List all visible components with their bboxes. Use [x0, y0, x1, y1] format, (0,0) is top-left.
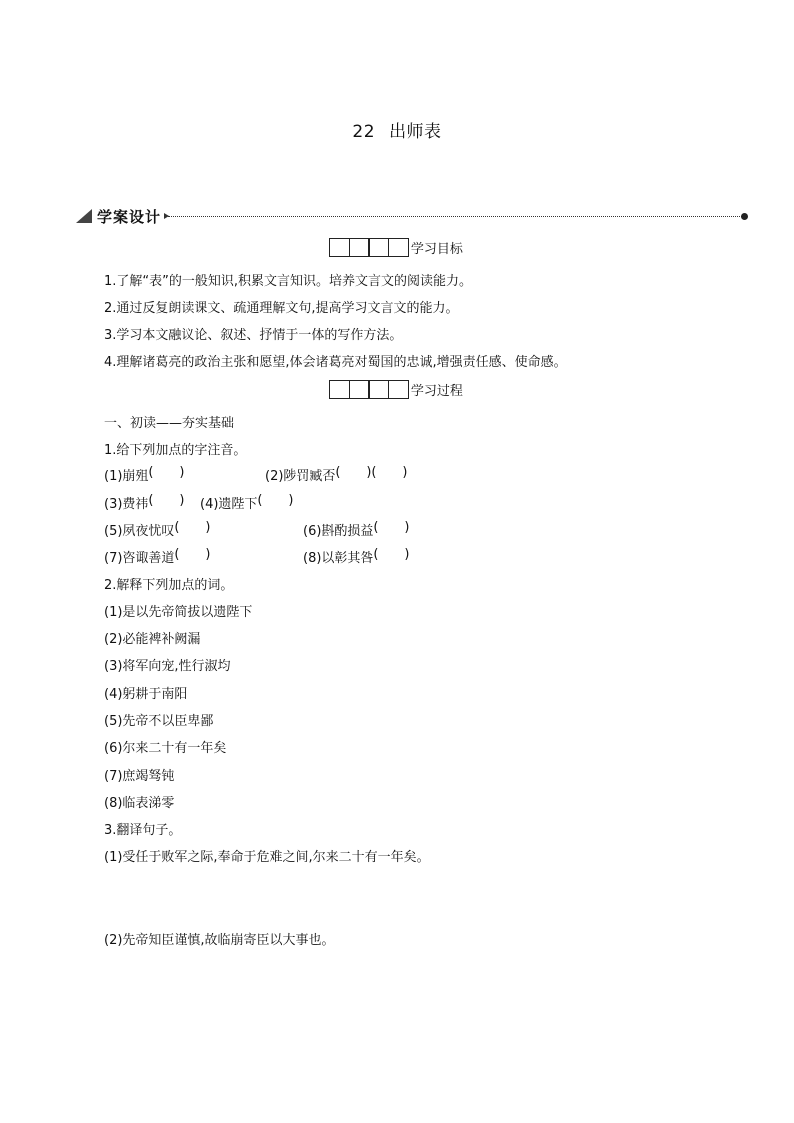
question-prompt: 1.给下列加点的字注音。 — [104, 443, 247, 458]
word-item: (4)躬耕于南阳 — [104, 687, 188, 702]
word-item: (5)先帝不以臣卑鄙 — [104, 714, 214, 729]
pinyin-item: (5)夙夜忧叹 — [104, 524, 175, 539]
word-item: (2)必能裨补阙漏 — [104, 632, 201, 647]
question-prompt: 2.解释下列加点的词。 — [104, 578, 234, 593]
answer-blank[interactable] — [257, 493, 293, 508]
translation-item: (2)先帝知臣谨慎,故临崩寄臣以大事也。 — [104, 933, 335, 948]
goal-item: 4.理解诸葛亮的政治主张和愿望,体会诸葛亮对蜀国的忠诚,增强责任感、使命感。 — [104, 355, 567, 370]
goal-item: 2.通过反复朗读课文、疏通理解文句,提高学习文言文的能力。 — [104, 301, 459, 316]
dotted-divider — [168, 216, 742, 217]
answer-blank[interactable] — [174, 520, 210, 535]
question-prompt: 3.翻译句子。 — [104, 823, 182, 838]
heading-boxes-icon — [329, 238, 408, 257]
lesson-title: 出师表 — [389, 122, 442, 142]
divider-end-dot-icon — [741, 213, 748, 220]
pinyin-item: (7)咨诹善道 — [104, 551, 175, 566]
pinyin-item: (3)费祎 — [104, 497, 149, 512]
translation-item: (1)受任于败军之际,奉命于危难之间,尔来二十有一年矣。 — [104, 850, 430, 865]
heading-boxes-icon — [329, 380, 408, 399]
process-heading-label: 学习过程 — [410, 384, 463, 399]
word-item: (7)庶竭驽钝 — [104, 769, 175, 784]
answer-blank[interactable] — [373, 547, 409, 562]
section-marker-icon — [76, 209, 92, 223]
lesson-number: 22 — [352, 122, 376, 142]
pinyin-item: (2)陟罚臧否 — [265, 469, 336, 484]
goals-heading — [329, 237, 463, 257]
answer-blank[interactable] — [148, 493, 184, 508]
answer-blank[interactable] — [373, 520, 409, 535]
process-heading — [329, 379, 463, 399]
word-item: (8)临表涕零 — [104, 796, 175, 811]
answer-blank[interactable] — [371, 465, 407, 480]
page-title — [0, 117, 794, 142]
pinyin-item: (4)遗陛下 — [200, 497, 258, 512]
section-label: 学案设计 — [97, 208, 162, 226]
part-heading: 一、初读——夯实基础 — [104, 416, 235, 431]
goal-item: 3.学习本文融议论、叙述、抒情于一体的写作方法。 — [104, 328, 403, 343]
word-item: (3)将军向宠,性行淑均 — [104, 659, 231, 674]
word-item: (1)是以先帝简拔以遗陛下 — [104, 605, 253, 620]
section-header-bar — [76, 206, 748, 226]
goal-item: 1.了解“表”的一般知识,积累文言知识。培养文言文的阅读能力。 — [104, 274, 473, 289]
word-item: (6)尔来二十有一年矣 — [104, 741, 227, 756]
answer-blank[interactable] — [335, 465, 371, 480]
goals-heading-label: 学习目标 — [410, 242, 463, 257]
pinyin-item: (6)斟酌损益 — [303, 524, 374, 539]
answer-blank[interactable] — [174, 547, 210, 562]
answer-blank[interactable] — [148, 465, 184, 480]
pinyin-item: (1)崩殂 — [104, 469, 149, 484]
pinyin-item: (8)以彰其咎 — [303, 551, 374, 566]
